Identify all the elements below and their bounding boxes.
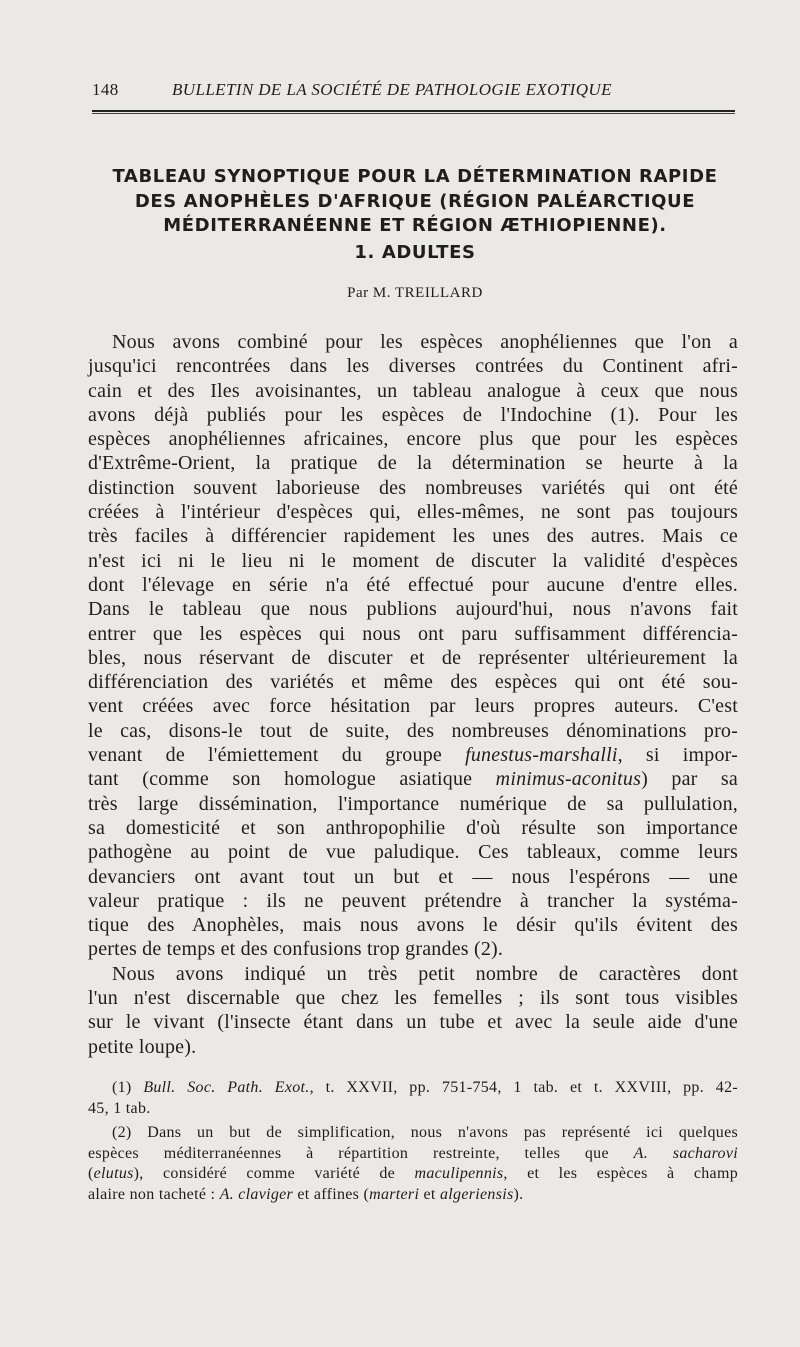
text-line: entrer que les espèces qui nous ont paru suffisamment différencia- [88, 622, 738, 645]
journal-title: BULLETIN DE LA SOCIÉTÉ DE PATHOLOGIE EXOTIQUE [172, 80, 612, 99]
text-line: Dans le tableau que nous publions aujourd'hui, nous n'avons fait [88, 598, 738, 621]
text-line: avons déjà publiés pour les espèces de l'Indochine (1). Pour les [88, 403, 738, 426]
species-name: algeriensis [439, 1185, 514, 1203]
species-name: A. sacharovi [633, 1144, 738, 1162]
text-line: créées à l'intérieur d'espèces qui, elles-mêmes, ne sont pas toujours [88, 501, 738, 524]
citation-journal: Bull. Soc. Path. Exot. [143, 1079, 310, 1096]
text-line: le cas, disons-le tout de suite, des nombreuses dénominations pro- [88, 719, 738, 742]
text-run: , t. XXVII, pp. 751-754, 1 tab. et t. XXVIII, pp. 42- [309, 1079, 738, 1096]
footnote-line [88, 1144, 738, 1165]
page-number: 148 [92, 80, 119, 99]
footnote-line [88, 1164, 738, 1185]
species-name: maculipennis [414, 1165, 504, 1182]
title-line: DES ANOPHÈLES D'AFRIQUE (RÉGION PALÉARCTIQUE [134, 190, 696, 212]
text-line: bles, nous réservant de discuter et de représenter ultérieurement la [88, 646, 738, 669]
species-name: A. claviger [219, 1185, 294, 1203]
text-line: petite loupe). [88, 1035, 197, 1058]
text-line: sa domesticité et son anthropophilie d'où résulte son importance [88, 816, 738, 839]
text-run: et [419, 1185, 440, 1203]
text-line: devanciers ont avant tout un but et — nous l'espérons — une [88, 865, 738, 888]
text-line: espèces anophéliennes africaines, encore plus que pour les espèces [88, 428, 738, 451]
text-run: venant de l'émiettement du groupe [88, 744, 466, 767]
header-rule [92, 110, 735, 114]
text-line [88, 743, 738, 767]
text-run: ), considéré comme variété de [133, 1165, 415, 1182]
footnote-line [88, 1185, 738, 1206]
text-line: Nous avons indiqué un très petit nombre de caractères dont [112, 962, 738, 985]
species-group-name: minimus-aconitus [495, 768, 642, 791]
text-line: distinction souvent laborieuse des nombreuses variétés qui ont été [88, 476, 738, 499]
text-line [88, 767, 738, 791]
text-run: ). [513, 1185, 524, 1203]
text-run: ( [88, 1165, 94, 1182]
text-line: n'est ici ni le lieu ni le moment de discuter la validité d'espèces [88, 549, 738, 572]
species-name: marteri [369, 1185, 420, 1203]
text-run: espèces méditerranéennes à répartition restreinte, telles que [88, 1144, 634, 1162]
text-line: l'un n'est discernable que chez les femelles ; ils sont tous visibles [88, 987, 738, 1010]
text-line: valeur pratique : ils ne peuvent prétendre à trancher la systéma- [88, 889, 738, 912]
footnotes [88, 1078, 738, 1205]
text-line: tique des Anophèles, mais nous avons le désir qu'ils évitent des [88, 914, 738, 937]
text-line: pathogène au point de vue paludique. Ces tableaux, comme leurs [88, 841, 738, 864]
text-line: très large dissémination, l'importance numérique de sa pullulation, [88, 792, 738, 815]
text-run: alaire non tacheté : [88, 1185, 220, 1203]
article-title [90, 165, 740, 265]
text-line: jusqu'ici rencontrées dans les diverses contrées du Continent afri- [88, 355, 738, 378]
section-heading: 1. ADULTES [354, 241, 476, 263]
species-name: elutus [93, 1165, 134, 1182]
text-line: différenciation des variétés et même des espèces qui ont été sou- [88, 671, 738, 694]
footnote-1 [88, 1078, 738, 1099]
title-line: MÉDITERRANÉENNE ET RÉGION ÆTHIOPIENNE). [163, 215, 667, 236]
text-run: et affines ( [293, 1185, 370, 1203]
footnote-marker: (1) [112, 1079, 144, 1096]
author-byline: Par M. TREILLARD [347, 285, 483, 301]
body-text [88, 330, 738, 1059]
text-run: tant (comme son homologue asiatique [88, 768, 496, 791]
title-line: TABLEAU SYNOPTIQUE POUR LA DÉTERMINATION RAPIDE [112, 166, 718, 187]
text-line: Nous avons combiné pour les espèces anophéliennes que l'on a [112, 331, 738, 353]
text-line: vent créées avec force hésitation par leurs propres auteurs. C'est [88, 695, 738, 718]
species-group-name: funestus-marshalli [465, 744, 618, 767]
text-line: sur le vivant (l'insecte étant dans un tube et avec la seule aide d'une [88, 1011, 738, 1034]
footnote-line: 45, 1 tab. [88, 1099, 151, 1117]
text-run: ) par sa [641, 768, 738, 791]
text-run: , si impor- [617, 744, 738, 767]
footnote-2: (2) Dans un but de simplification, nous n'avons pas représenté ici quelques [112, 1124, 738, 1141]
text-line: très faciles à différencier rapidement les unes des autres. Mais ce [88, 525, 738, 548]
text-line: dont l'élevage en série n'a été effectué pour aucune d'entre elles. [88, 573, 738, 596]
text-line: d'Extrême-Orient, la pratique de la détermination se heurte à la [88, 452, 738, 475]
text-run: , et les espèces à champ [503, 1165, 738, 1182]
text-line: pertes de temps et des confusions trop grandes (2). [88, 938, 504, 961]
text-line: cain et des Iles avoisinantes, un tableau analogue à ceux que nous [88, 379, 738, 402]
